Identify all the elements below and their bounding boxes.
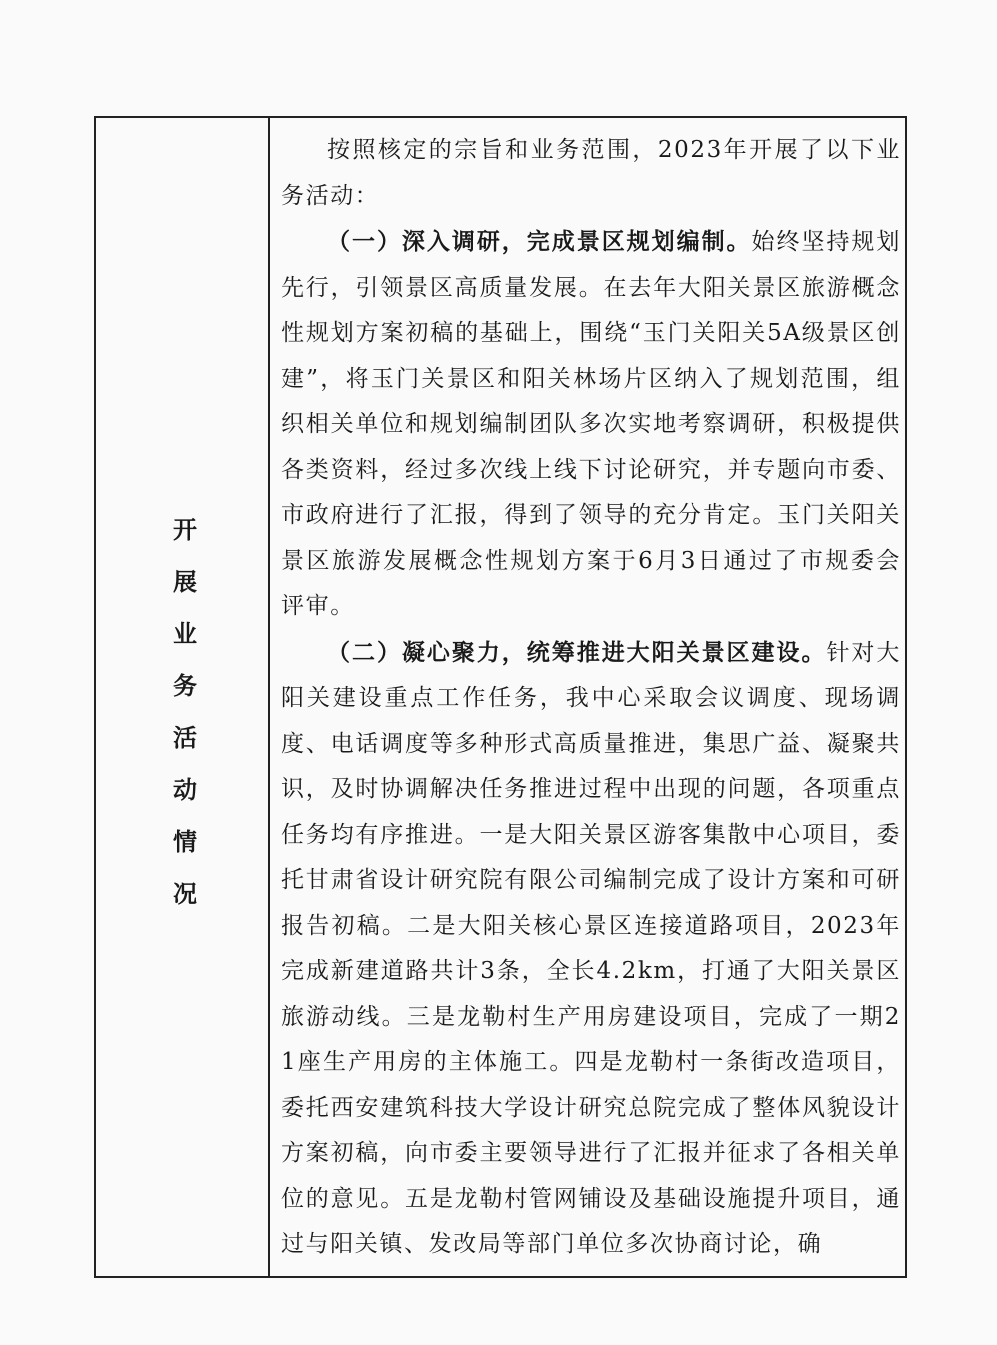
section-label-char: 活 [173, 723, 197, 752]
section-label-char: 况 [173, 879, 197, 908]
section-two-heading: （二）凝心聚力，统筹推进大阳关景区建设。 [327, 638, 827, 666]
form-table [94, 116, 907, 1278]
intro-paragraph [281, 128, 901, 219]
section-one-body: 始终坚持规划先行，引领景区高质量发展。在去年大阳关景区旅游概念性规划方案初稿的基础上，围绕“玉门关阳关5A级景区创建”，将玉门关景区和阳关林场片区纳入了规划范围，组织相关单位和规划编制团队多次实地考察调研，积极提供各类资料，经过多次线上线下讨论研究，并专题向市委、市政府进行了汇报，得到了领导的充分肯定。玉门关阳关景区旅游发展概念性规划方案于6月3日通过了市规委会评审。 [281, 229, 901, 619]
section-label-char: 业 [173, 619, 197, 648]
section-label-char: 开 [173, 515, 197, 544]
section-one-heading: （一）深入调研，完成景区规划编制。 [327, 228, 752, 255]
section-label-cell [96, 118, 268, 1276]
section-label-char: 务 [173, 671, 197, 700]
section-label-char: 展 [173, 567, 197, 596]
section-label [170, 504, 200, 920]
column-divider [268, 118, 270, 1276]
section-label-char: 情 [173, 827, 197, 856]
content-cell [281, 128, 901, 1268]
section-two-paragraph [281, 630, 901, 1268]
section-one-paragraph [281, 219, 901, 630]
section-two-body: 针对大阳关建设重点工作任务，我中心采取会议调度、现场调度、电话调度等多种形式高质量推进，集思广益、凝聚共识，及时协调解决任务推进过程中出现的问题，各项重点任务均有序推进。一是大阳关景区游客集散中心项目，委托甘肃省设计研究院有限公司编制完成了设计方案和可研报告初稿。二是大阳关核心景区连接道路项目，2023年完成新建道路共计3条，全长4.2km，打通了大阳关景区旅游动线。三是龙勒村生产用房建设项目，完成了一期21座生产用房的主体施工。四是龙勒村一条街改造项目，委托西安建筑科技大学设计研究总院完成了整体风貌设计方案初稿，向市委主要领导进行了汇报并征求了各相关单位的意见。五是龙勒村管网铺设及基础设施提升项目，通过与阳关镇、发改局等部门单位多次协商讨论，确 [281, 639, 901, 1257]
paragraph-body: 按照核定的宗旨和业务范围，2023年开展了以下业务活动： [281, 137, 901, 209]
section-label-char: 动 [173, 775, 197, 804]
